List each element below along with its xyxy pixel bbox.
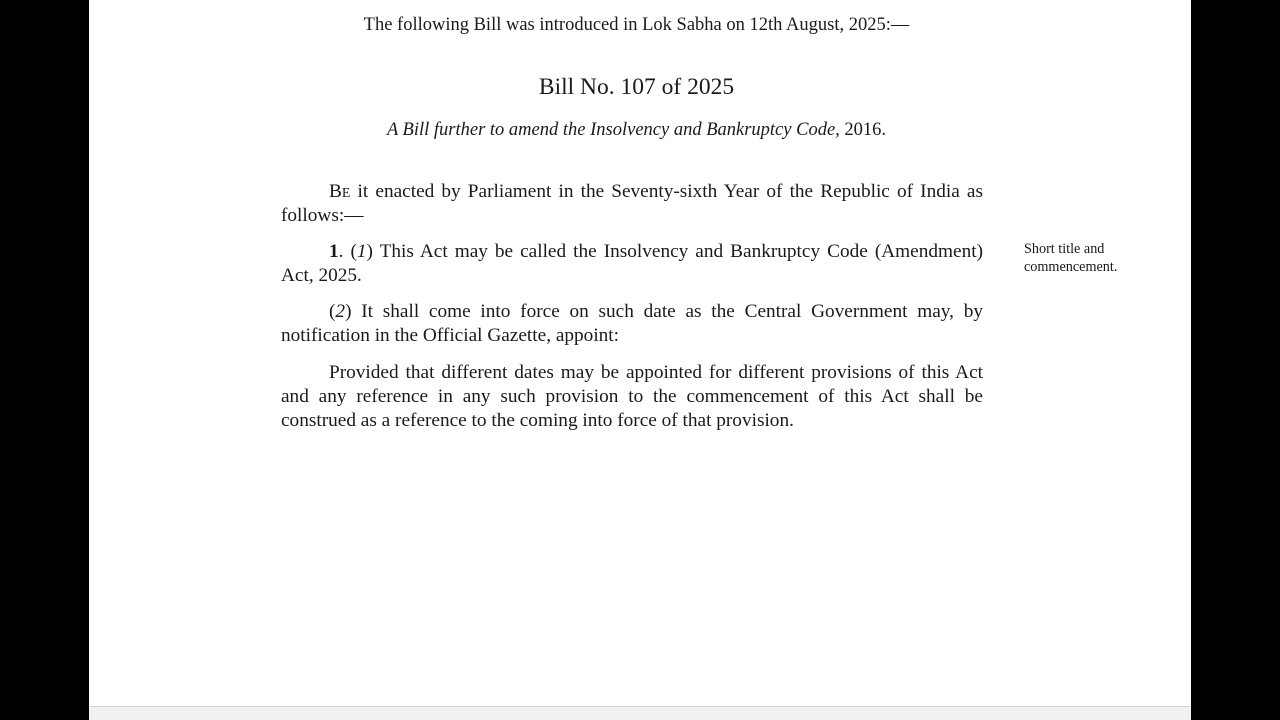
bill-long-title-italic: A Bill further to amend the Insolvency and Bankruptcy Code, xyxy=(386,120,840,140)
bill-number-heading: Bill No. 107 of 2025 xyxy=(538,74,735,100)
enacting-clause xyxy=(281,180,983,228)
enacting-text: it enacted by Parliament in the Seventy-sixth Year of the Republic of India as follows:— xyxy=(281,181,983,226)
sub-section-2-paragraph xyxy=(281,300,983,348)
sub-section-2-close: ) xyxy=(345,301,362,322)
sub-section-number: 1 xyxy=(356,241,367,262)
section-number: 1 xyxy=(329,241,339,262)
sub-section-open: ( xyxy=(350,241,357,262)
sub-section-2-open: ( xyxy=(329,301,336,322)
section-1-paragraph xyxy=(281,240,983,288)
enacting-first-word: Be xyxy=(329,181,351,202)
bill-long-title-year: 2016. xyxy=(839,120,887,140)
bill-long-title xyxy=(89,118,1184,142)
margin-note: Short title and commencement. xyxy=(1024,241,1118,275)
sub-section-2-text: It shall come into force on such date as the Central Government may, by notification in the Official Gazette, appoint: xyxy=(281,301,983,346)
sub-section-close: ) xyxy=(366,241,380,262)
document-page xyxy=(89,0,1191,706)
section-separator: . xyxy=(338,241,351,262)
section-1-text: This Act may be called the Insolvency and Bankruptcy Code (Amendment) Act, 2025. xyxy=(281,241,983,286)
page-bottom-edge xyxy=(89,706,1191,720)
introduction-line: The following Bill was introduced in Lok Sabha on 12th August, 2025:— xyxy=(363,15,910,35)
proviso-paragraph: Provided that different dates may be appointed for different provisions of this Act and any reference in any such provision to the commencement of this Act shall be construed as a reference to the coming into force of that provision. xyxy=(281,362,983,431)
sub-section-2-number: 2 xyxy=(335,301,346,322)
